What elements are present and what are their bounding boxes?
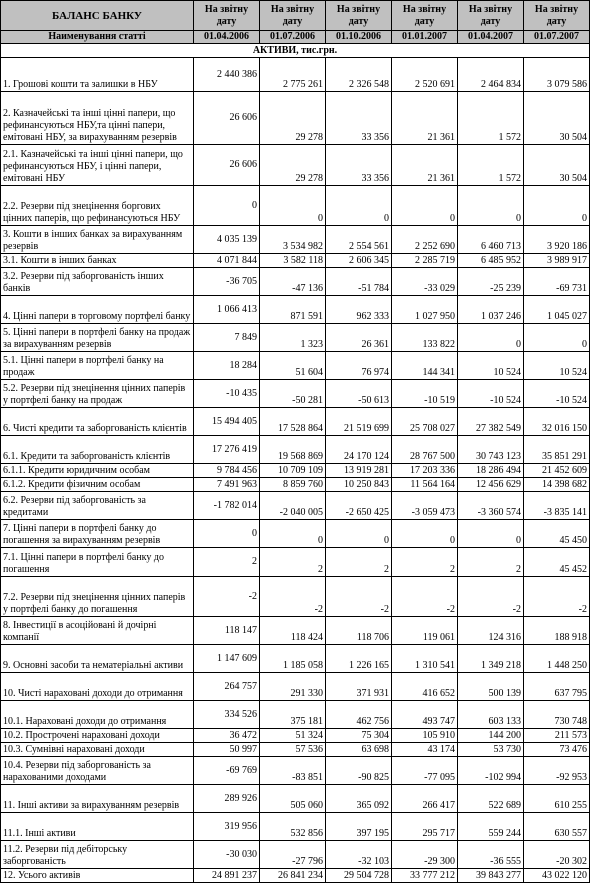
value-cell: 730 748: [524, 701, 590, 729]
value-cell: 3 079 586: [524, 58, 590, 92]
value-cell: 0: [392, 186, 458, 226]
value-cell: -2: [326, 577, 392, 617]
value-cell: 2: [392, 548, 458, 577]
column-header-2: На звітну дату: [326, 1, 392, 31]
value-cell: 12 456 629: [458, 478, 524, 492]
value-cell: 63 698: [326, 743, 392, 757]
value-cell: 30 504: [524, 92, 590, 145]
table-row: [1, 268, 590, 296]
value-cell: 0: [326, 186, 392, 226]
table-row: [1, 813, 590, 841]
value-cell: 21 519 699: [326, 408, 392, 436]
table-row: [1, 92, 590, 145]
row-label: 10.3. Сумнівні нараховані доходи: [1, 743, 194, 757]
value-cell: 105 910: [392, 729, 458, 743]
value-cell: 119 061: [392, 617, 458, 645]
value-cell: -27 796: [260, 841, 326, 869]
value-cell: 522 689: [458, 785, 524, 813]
value-cell: 27 382 549: [458, 408, 524, 436]
table-row: [1, 785, 590, 813]
value-cell: 26 606: [194, 92, 260, 145]
value-cell: 1 027 950: [392, 296, 458, 324]
row-label: 6.1. Кредити та заборгованість клієнтів: [1, 436, 194, 464]
value-cell: 365 092: [326, 785, 392, 813]
value-cell: 8 859 760: [260, 478, 326, 492]
value-cell: 3 920 186: [524, 226, 590, 254]
value-cell: 24 170 124: [326, 436, 392, 464]
value-cell: 124 316: [458, 617, 524, 645]
value-cell: 1 226 165: [326, 645, 392, 673]
value-cell: -3 360 574: [458, 492, 524, 520]
table-body: [1, 58, 590, 883]
value-cell: 13 919 281: [326, 464, 392, 478]
row-label: 3.2. Резерви під заборгованість інших банків: [1, 268, 194, 296]
value-cell: 10 250 843: [326, 478, 392, 492]
column-date-0: 01.04.2006: [194, 31, 260, 44]
row-label: 12. Усього активів: [1, 869, 194, 883]
value-cell: -69 769: [194, 757, 260, 785]
value-cell: 35 851 291: [524, 436, 590, 464]
table-row: [1, 464, 590, 478]
value-cell: 73 476: [524, 743, 590, 757]
row-label: 2.2. Резерви під знецінення боргових цінних паперів, що рефинансуються НБУ: [1, 186, 194, 226]
value-cell: 4 035 139: [194, 226, 260, 254]
value-cell: 0: [260, 520, 326, 548]
value-cell: 9 784 456: [194, 464, 260, 478]
value-cell: 2: [260, 548, 326, 577]
value-cell: -2: [260, 577, 326, 617]
value-cell: 289 926: [194, 785, 260, 813]
value-cell: 19 568 869: [260, 436, 326, 464]
value-cell: -2: [392, 577, 458, 617]
value-cell: 532 856: [260, 813, 326, 841]
column-header-5: На звітну дату: [524, 1, 590, 31]
value-cell: -25 239: [458, 268, 524, 296]
value-cell: 1 045 027: [524, 296, 590, 324]
row-label: 10.2. Прострочені нараховані доходи: [1, 729, 194, 743]
value-cell: 21 361: [392, 92, 458, 145]
value-cell: -29 300: [392, 841, 458, 869]
value-cell: 26 361: [326, 324, 392, 352]
row-label: 7. Цінні папери в портфелі банку до погашення за вирахуванням резервів: [1, 520, 194, 548]
table-row: [1, 58, 590, 92]
column-date-4: 01.04.2007: [458, 31, 524, 44]
value-cell: 211 573: [524, 729, 590, 743]
table-title: БАЛАНС БАНКУ: [1, 1, 194, 31]
column-header-4: На звітну дату: [458, 1, 524, 31]
value-cell: 559 244: [458, 813, 524, 841]
value-cell: 0: [392, 520, 458, 548]
value-cell: -50 281: [260, 380, 326, 408]
row-label: 5.2. Резерви під знецінення цінних паперів у портфелі банку на продаж: [1, 380, 194, 408]
value-cell: -36 705: [194, 268, 260, 296]
value-cell: 29 278: [260, 145, 326, 186]
table-row: [1, 324, 590, 352]
value-cell: -3 059 473: [392, 492, 458, 520]
table-row: [1, 701, 590, 729]
value-cell: 334 526: [194, 701, 260, 729]
value-cell: 28 767 500: [392, 436, 458, 464]
value-cell: 45 450: [524, 520, 590, 548]
row-label: 3. Кошти в інших банках за вирахуванням резервів: [1, 226, 194, 254]
table-row: [1, 743, 590, 757]
value-cell: 603 133: [458, 701, 524, 729]
value-cell: -10 524: [524, 380, 590, 408]
value-cell: 21 452 609: [524, 464, 590, 478]
value-cell: 871 591: [260, 296, 326, 324]
value-cell: 43 022 120: [524, 869, 590, 883]
value-cell: 0: [326, 520, 392, 548]
table-row: [1, 226, 590, 254]
value-cell: 17 276 419: [194, 436, 260, 464]
value-cell: 18 284: [194, 352, 260, 380]
value-cell: 51 604: [260, 352, 326, 380]
table-row: [1, 729, 590, 743]
row-label: 9. Основні засоби та нематеріальні активи: [1, 645, 194, 673]
row-label: 5. Цінні папери в портфелі банку на продаж за вирахуванням резервів: [1, 324, 194, 352]
table-row: [1, 436, 590, 464]
column-date-2: 01.10.2006: [326, 31, 392, 44]
row-label: 3.1. Кошти в інших банках: [1, 254, 194, 268]
table-row: [1, 352, 590, 380]
value-cell: 266 417: [392, 785, 458, 813]
row-label: 1. Грошові кошти та залишки в НБУ: [1, 58, 194, 92]
value-cell: -32 103: [326, 841, 392, 869]
value-cell: 1 185 058: [260, 645, 326, 673]
value-cell: 2: [458, 548, 524, 577]
value-cell: 1 572: [458, 145, 524, 186]
row-label: 5.1. Цінні папери в портфелі банку на продаж: [1, 352, 194, 380]
column-date-3: 01.01.2007: [392, 31, 458, 44]
value-cell: -2: [524, 577, 590, 617]
value-cell: 76 974: [326, 352, 392, 380]
value-cell: 14 398 682: [524, 478, 590, 492]
row-label: 8. Інвестиції в асоційовані й дочірні компанії: [1, 617, 194, 645]
value-cell: -2 650 425: [326, 492, 392, 520]
value-cell: 26 606: [194, 145, 260, 186]
table-row: [1, 548, 590, 577]
value-cell: -36 555: [458, 841, 524, 869]
value-cell: 26 841 234: [260, 869, 326, 883]
value-cell: -20 302: [524, 841, 590, 869]
row-label: 7.2. Резерви під знецінення цінних паперів у портфелі банку до погашення: [1, 577, 194, 617]
value-cell: 1 349 218: [458, 645, 524, 673]
value-cell: 2 464 834: [458, 58, 524, 92]
value-cell: 462 756: [326, 701, 392, 729]
table-row: [1, 841, 590, 869]
value-cell: 24 891 237: [194, 869, 260, 883]
value-cell: 1 066 413: [194, 296, 260, 324]
value-cell: 1 310 541: [392, 645, 458, 673]
row-label: 2. Казначейські та інші цінні папери, що рефинансуються НБУ,та цінні папери, емітовані НБУ, за вирахуванням резервів: [1, 92, 194, 145]
value-cell: 2 440 386: [194, 58, 260, 92]
value-cell: 962 333: [326, 296, 392, 324]
value-cell: 0: [260, 186, 326, 226]
value-cell: 2 775 261: [260, 58, 326, 92]
row-label: 6.2. Резерви під заборгованість за кредитами: [1, 492, 194, 520]
value-cell: -30 030: [194, 841, 260, 869]
table-row: [1, 296, 590, 324]
value-cell: 75 304: [326, 729, 392, 743]
value-cell: 10 524: [458, 352, 524, 380]
value-cell: 17 528 864: [260, 408, 326, 436]
value-cell: 1 147 609: [194, 645, 260, 673]
row-label: 2.1. Казначейські та інші цінні папери, що рефинансуються НБУ, і цінні папери, емітовані НБУ: [1, 145, 194, 186]
value-cell: 264 757: [194, 673, 260, 701]
table-row: [1, 673, 590, 701]
value-cell: 630 557: [524, 813, 590, 841]
row-label: 6.1.2. Кредити фізичним особам: [1, 478, 194, 492]
value-cell: 610 255: [524, 785, 590, 813]
value-cell: 375 181: [260, 701, 326, 729]
value-cell: 33 356: [326, 92, 392, 145]
value-cell: 118 706: [326, 617, 392, 645]
value-cell: 0: [458, 520, 524, 548]
value-cell: 7 491 963: [194, 478, 260, 492]
value-cell: 53 730: [458, 743, 524, 757]
value-cell: -50 613: [326, 380, 392, 408]
row-label: 6. Чисті кредити та заборгованість клієнтів: [1, 408, 194, 436]
value-cell: 397 195: [326, 813, 392, 841]
value-cell: 2 520 691: [392, 58, 458, 92]
table-row: [1, 577, 590, 617]
value-cell: 2 252 690: [392, 226, 458, 254]
value-cell: -83 851: [260, 757, 326, 785]
value-cell: 118 424: [260, 617, 326, 645]
value-cell: 2: [194, 548, 260, 577]
value-cell: 0: [458, 324, 524, 352]
column-header-0: На звітну дату: [194, 1, 260, 31]
value-cell: 371 931: [326, 673, 392, 701]
value-cell: 30 743 123: [458, 436, 524, 464]
value-cell: 10 524: [524, 352, 590, 380]
value-cell: 15 494 405: [194, 408, 260, 436]
value-cell: 6 485 952: [458, 254, 524, 268]
value-cell: 30 504: [524, 145, 590, 186]
value-cell: 0: [194, 520, 260, 548]
value-cell: -77 095: [392, 757, 458, 785]
value-cell: -90 825: [326, 757, 392, 785]
table-row: [1, 645, 590, 673]
value-cell: 2 285 719: [392, 254, 458, 268]
value-cell: 500 139: [458, 673, 524, 701]
table-row: [1, 254, 590, 268]
table-row: [1, 520, 590, 548]
value-cell: 11 564 164: [392, 478, 458, 492]
value-cell: -33 029: [392, 268, 458, 296]
value-cell: 0: [524, 186, 590, 226]
value-cell: 319 956: [194, 813, 260, 841]
column-date-5: 01.07.2007: [524, 31, 590, 44]
table-row: [1, 492, 590, 520]
value-cell: 39 843 277: [458, 869, 524, 883]
value-cell: 144 341: [392, 352, 458, 380]
value-cell: 32 016 150: [524, 408, 590, 436]
row-label: 11. Інші активи за вирахуванням резервів: [1, 785, 194, 813]
value-cell: 188 918: [524, 617, 590, 645]
row-label: 11.1. Інші активи: [1, 813, 194, 841]
value-cell: 291 330: [260, 673, 326, 701]
table-row: [1, 757, 590, 785]
value-cell: 21 361: [392, 145, 458, 186]
row-label: 11.2. Резерви під дебіторську заборгованість: [1, 841, 194, 869]
value-cell: 3 534 982: [260, 226, 326, 254]
value-cell: 3 989 917: [524, 254, 590, 268]
value-cell: -2: [458, 577, 524, 617]
value-cell: 51 324: [260, 729, 326, 743]
row-label: 6.1.1. Кредити юридичним особам: [1, 464, 194, 478]
value-cell: 3 582 118: [260, 254, 326, 268]
value-cell: -10 435: [194, 380, 260, 408]
row-label: 10. Чисті нараховані доходи до отримання: [1, 673, 194, 701]
value-cell: -2: [194, 577, 260, 617]
table-row: [1, 145, 590, 186]
value-cell: 2: [326, 548, 392, 577]
value-cell: 18 286 494: [458, 464, 524, 478]
value-cell: 4 071 844: [194, 254, 260, 268]
value-cell: 133 822: [392, 324, 458, 352]
value-cell: -10 524: [458, 380, 524, 408]
value-cell: 29 504 728: [326, 869, 392, 883]
value-cell: 0: [458, 186, 524, 226]
row-label-header: Наименування статті: [1, 31, 194, 44]
value-cell: 7 849: [194, 324, 260, 352]
value-cell: 33 777 212: [392, 869, 458, 883]
table-row: [1, 478, 590, 492]
table-row: [1, 186, 590, 226]
value-cell: 43 174: [392, 743, 458, 757]
row-label: 7.1. Цінні папери в портфелі банку до погашення: [1, 548, 194, 577]
value-cell: -10 519: [392, 380, 458, 408]
value-cell: -102 994: [458, 757, 524, 785]
value-cell: 2 606 345: [326, 254, 392, 268]
value-cell: 1 572: [458, 92, 524, 145]
value-cell: 416 652: [392, 673, 458, 701]
table-row: [1, 380, 590, 408]
value-cell: -1 782 014: [194, 492, 260, 520]
value-cell: -69 731: [524, 268, 590, 296]
column-header-1: На звітну дату: [260, 1, 326, 31]
value-cell: 2 326 548: [326, 58, 392, 92]
value-cell: -92 953: [524, 757, 590, 785]
value-cell: 493 747: [392, 701, 458, 729]
value-cell: -3 835 141: [524, 492, 590, 520]
value-cell: 50 997: [194, 743, 260, 757]
row-label: 10.4. Резерви під заборгованість за нарахованими доходами: [1, 757, 194, 785]
value-cell: 2 554 561: [326, 226, 392, 254]
table-row: [1, 617, 590, 645]
value-cell: -51 784: [326, 268, 392, 296]
value-cell: 29 278: [260, 92, 326, 145]
value-cell: 0: [524, 324, 590, 352]
value-cell: 1 037 246: [458, 296, 524, 324]
value-cell: 1 323: [260, 324, 326, 352]
value-cell: 295 717: [392, 813, 458, 841]
value-cell: 6 460 713: [458, 226, 524, 254]
value-cell: 0: [194, 186, 260, 226]
value-cell: 33 356: [326, 145, 392, 186]
section-title: АКТИВИ, тис.грн.: [1, 44, 590, 58]
value-cell: 118 147: [194, 617, 260, 645]
value-cell: 637 795: [524, 673, 590, 701]
row-label: 10.1. Нараховані доходи до отримання: [1, 701, 194, 729]
column-header-3: На звітну дату: [392, 1, 458, 31]
value-cell: 25 708 027: [392, 408, 458, 436]
table-row: [1, 408, 590, 436]
value-cell: 10 709 109: [260, 464, 326, 478]
column-date-1: 01.07.2006: [260, 31, 326, 44]
value-cell: 505 060: [260, 785, 326, 813]
value-cell: 57 536: [260, 743, 326, 757]
table-row: [1, 869, 590, 883]
value-cell: 45 452: [524, 548, 590, 577]
value-cell: -47 136: [260, 268, 326, 296]
row-label: 4. Цінні папери в торговому портфелі банку: [1, 296, 194, 324]
value-cell: 17 203 336: [392, 464, 458, 478]
value-cell: 144 200: [458, 729, 524, 743]
value-cell: 36 472: [194, 729, 260, 743]
value-cell: -2 040 005: [260, 492, 326, 520]
value-cell: 1 448 250: [524, 645, 590, 673]
